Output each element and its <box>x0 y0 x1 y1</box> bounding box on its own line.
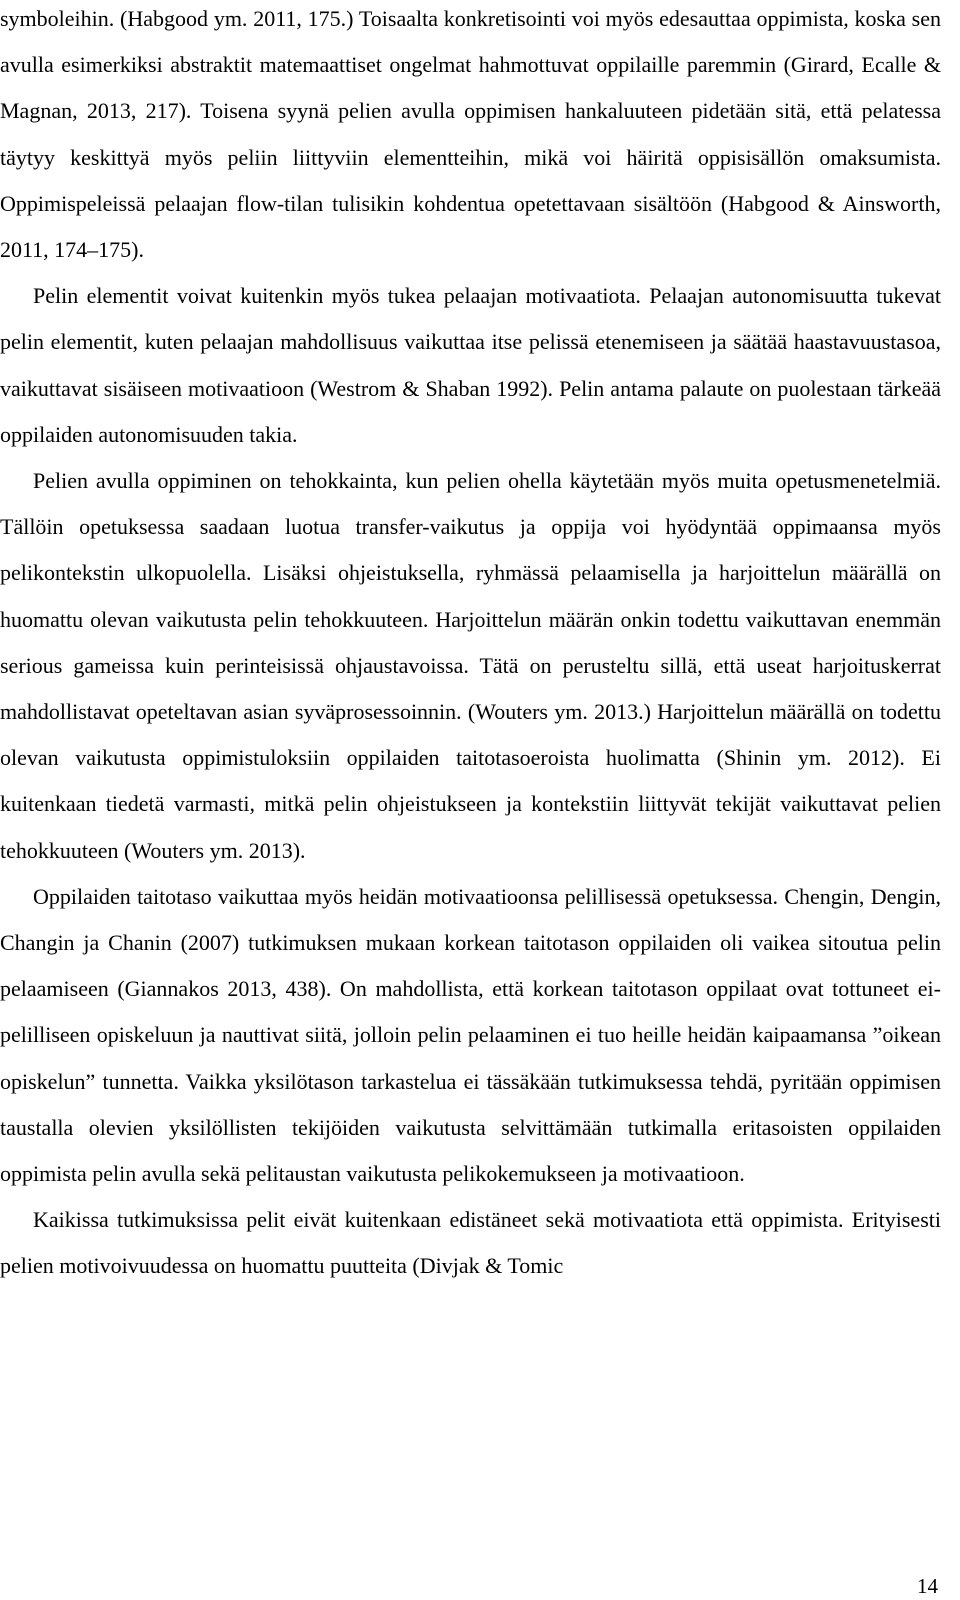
page-number: 14 <box>917 1574 938 1598</box>
paragraph-2: Pelin elementit voivat kuitenkin myös tukea pelaajan motivaatiota. Pelaajan autonomisuutta tukevat pelin elementit, kuten pelaajan mahdollisuus vaikuttaa itse pelissä etenemiseen ja säätää haastavuustasoa, vaikuttavat sisäiseen motivaatioon (Westrom & Shaban 1992). Pelin antama palaute on puolestaan tärkeää oppilaiden autonomisuuden takia. <box>0 283 941 447</box>
paragraph-4: Oppilaiden taitotaso vaikuttaa myös heidän motivaatioonsa pelillisessä opetuksessa. Chengin, Dengin, Changin ja Chanin (2007) tutkimuksen mukaan korkean taitotason oppilaiden oli vaikea sitoutua pelin pelaamiseen (Giannakos 2013, 438). On mahdollista, että korkean taitotason oppilaat ovat tottuneet ei-pelilliseen opiskeluun ja nauttivat siitä, jolloin pelin pelaaminen ei tuo heille heidän kaipaamansa ”oikean opiskelun” tunnetta. Vaikka yksilötason tarkastelua ei tässäkään tutkimuksessa tehdä, pyritään oppimisen taustalla olevien yksilöllisten tekijöiden vaikutusta selvittämään tutkimalla eritasoisten oppilaiden oppimista pelin avulla sekä pelitaustan vaikutusta pelikokemukseen ja motivaatioon. <box>0 883 941 1187</box>
paragraph-3: Pelien avulla oppiminen on tehokkainta, kun pelien ohella käytetään myös muita opetusmenetelmiä. Tällöin opetuksessa saadaan luotua transfer-vaikutus ja oppija voi hyödyntää oppimaansa myös pelikontekstin ulkopuolella. Lisäksi ohjeistuksella, ryhmässä pelaamisella ja harjoittelun määrällä on huomattu olevan vaikutusta pelin tehokkuuteen. Harjoittelun määrän onkin todettu vaikuttavan enemmän serious gameissa kuin perinteisissä ohjaustavoissa. Tätä on perusteltu sillä, että useat harjoituskerrat mahdollistavat opeteltavan asian syväprosessoinnin. (Wouters ym. 2013.) Harjoittelun määrällä on todettu olevan vaikutusta oppimistuloksiin oppilaiden taitotasoeroista huolimatta (Shinin ym. 2012). Ei kuitenkaan tiedetä varmasti, mitkä pelin ohjeistukseen ja kontekstiin liittyvät tekijät vaikuttavat pelien tehokkuuteen (Wouters ym. 2013). <box>0 468 941 863</box>
paragraph-1: symboleihin. (Habgood ym. 2011, 175.) Toisaalta konkretisointi voi myös edesauttaa oppimista, koska sen avulla esimerkiksi abstraktit matemaattiset ongelmat hahmottuvat oppilaille paremmin (Girard, Ecalle & Magnan, 2013, 217). Toisena syynä pelien avulla oppimisen hankaluuteen pidetään sitä, että pelatessa täytyy keskittyä myös peliin liittyviin elementteihin, mikä voi häiritä oppisisällön omaksumista. Oppimispeleissä pelaajan flow-tilan tulisikin kohdentua opetettavaan sisältöön (Habgood & Ainsworth, 2011, 174–175). <box>0 6 941 263</box>
paragraph-5: Kaikissa tutkimuksissa pelit eivät kuitenkaan edistäneet sekä motivaatiota että oppimista. Erityisesti pelien motivoivuudessa on huomattu puutteita (Divjak & Tomic <box>0 1207 941 1279</box>
